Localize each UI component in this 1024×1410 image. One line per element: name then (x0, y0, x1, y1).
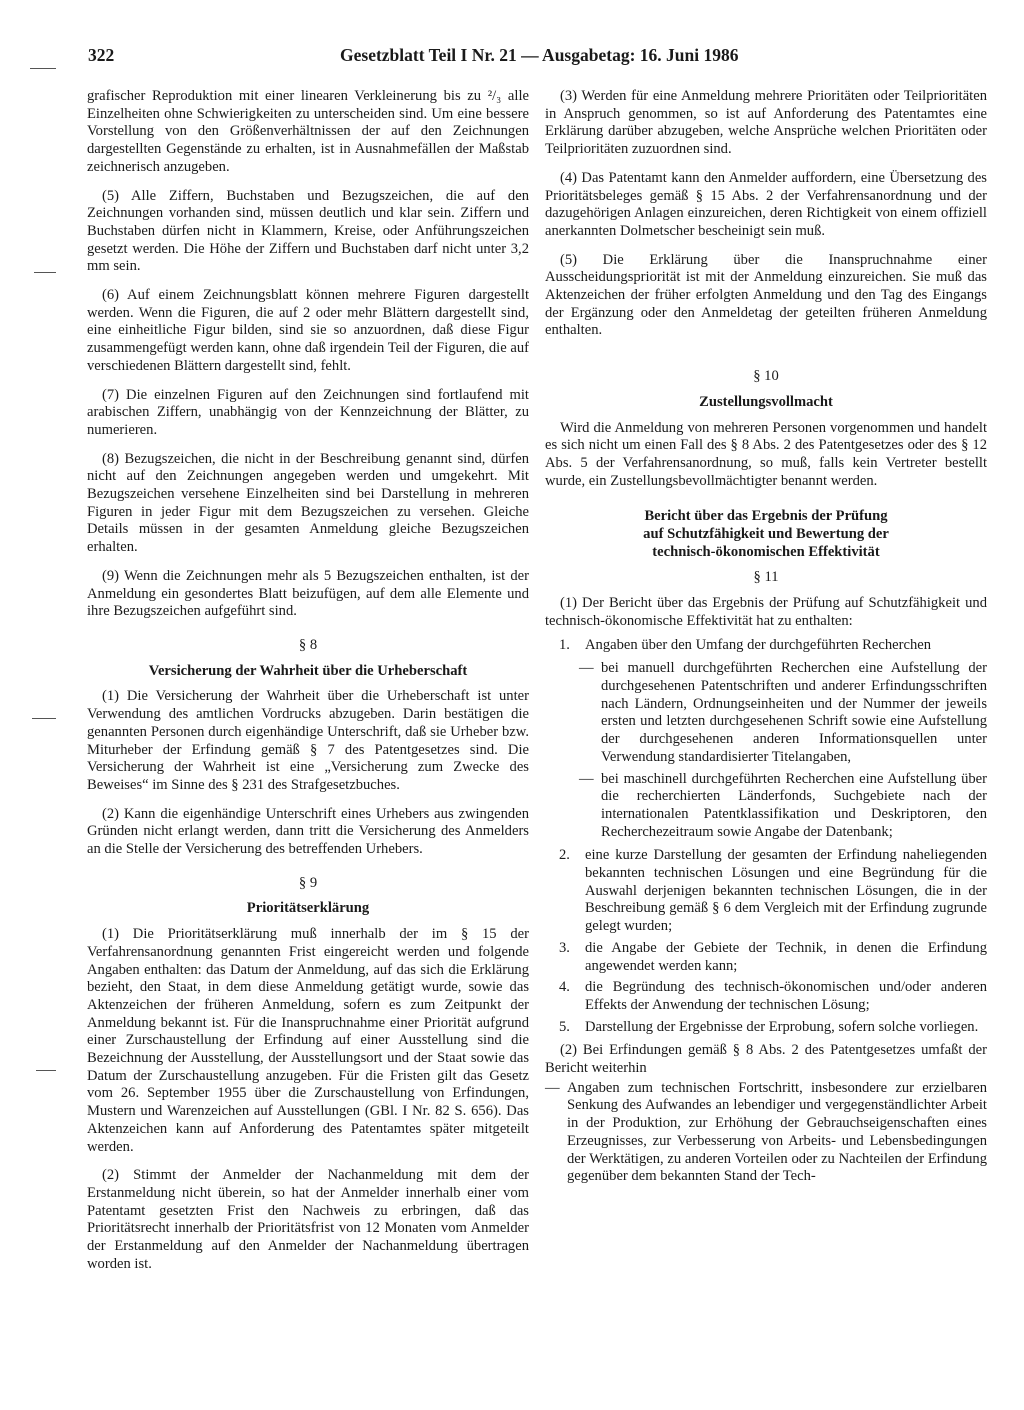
section-number: § 9 (298, 874, 318, 891)
paragraph: (6) Auf einem Zeichnungsblatt können mehrere Figuren dargestellt werden. Wenn die Figuren, die auf 2 oder mehr Blättern dargestellt sind, eine einheitliche Figur bilden, sind sie so anzuordnen, daß diese Figur zusammengefügt werden kann, ohne daß irgendein Teil der Figuren, die auf verschiedenen Blättern dargestellt sind, fehlt. (87, 287, 529, 374)
section-title: Zustellungsvollmacht (699, 393, 833, 410)
page-number: 322 (88, 45, 115, 65)
paragraph: (2) Stimmt der Anmelder der Nachanmeldung mit dem der Erstanmeldung nicht überein, so hat der Anmelder innerhalb einer vom Patentamt gesetzten Frist den Nachweis zu erbringen, daß das Prioritätsrecht innerhalb der Prioritätsfrist von 12 Monaten vom Anmelder der Erstanmeldung auf den Anmelder der Nachanmeldung übertragen worden ist. (87, 1167, 529, 1272)
right-column (545, 88, 987, 1186)
requirements-list (545, 847, 987, 1036)
page-header (88, 45, 988, 71)
paragraph: (4) Das Patentamt kann den Anmelder auffordern, eine Übersetzung des Prioritätsbeleges gemäß § 15 Abs. 2 der Verfahrensanordnung und der dazugehörigen Anlagen einzureichen, deren Richtigkeit von einem offiziell anerkannten Dolmetscher bescheinigt sein muß. (545, 169, 987, 239)
paragraph: (9) Wenn die Zeichnungen mehr als 5 Bezugszeichen enthalten, ist der Anmeldung ein gesondertes Blatt beizufügen, auf dem alle Elemente und ihre Bezugszeichen aufgeführt sind. (87, 567, 529, 620)
margin-mark (30, 68, 56, 69)
paragraph: Wird die Anmeldung von mehreren Personen vorgenommen und handelt es sich nicht um einen Fall des § 8 Abs. 2 des Patentgesetzes oder des § 12 Abs. 5 der Verfahrensanordnung, so muß, falls kein Vertreter bestellt wurde, ein Zustellungsbevollmächtigter benannt werden. (545, 419, 987, 489)
list-item (545, 847, 987, 936)
sub-list-item (545, 660, 987, 766)
requirements-list (545, 637, 987, 655)
paragraph: grafischer Reproduktion mit einer linearen Verkleinerung bis zu ²/₃ alle Einzelheiten ohne Schwierigkeiten zu unterscheiden sind. Um eine bessere Vorstellung von den Größenverhältnissen der auf den Zeichnungen dargestellten Gegenstände zu erhalten, ist in Ausnahmefällen der Maßstab zeichnerisch anzugeben. (87, 88, 529, 175)
list-text: Darstellung der Ergebnisse der Erprobung, sofern solche vorliegen. (585, 1018, 979, 1035)
group-title: auf Schutzfähigkeit und Bewertung der (643, 526, 889, 543)
dash-list-item (545, 1080, 987, 1186)
list-number: 2. (559, 847, 570, 864)
list-number: 3. (559, 939, 570, 956)
list-text: Angaben zum technischen Fortschritt, insbesondere zur erzielbaren Senkung des Aufwandes an lebendiger und vergegenständlichter Arbeit in der Produktion, zur Erhöhung der Gebrauchseigenschaften eines Erzeugnisses, zur Verbesserung von Arbeits- und Lebensbedingungen der Werktätigen, zu anderen Vorteilen oder zu Nachteilen der Erfindung gegenüber dem bekannten Stand der Tech- (567, 1079, 987, 1185)
sub-list-item (545, 771, 987, 842)
section-title: Prioritätserklärung (246, 900, 370, 917)
dash-marker: — (545, 1079, 560, 1096)
dash-list (545, 1080, 987, 1186)
paragraph: (3) Werden für eine Anmeldung mehrere Prioritäten oder Teilprioritäten in Anspruch genommen, so ist auf Anforderung des Patentamtes eine Erklärung darüber abzugeben, welche Ansprüche welchen Prioritäten oder Teilprioritäten zuzuordnen sind. (545, 88, 987, 158)
paragraph: (1) Die Versicherung der Wahrheit über die Urheberschaft ist unter Verwendung des amtlichen Vordrucks abzugeben. Darin bestätigen die genannten Personen durch eigenhändige Unterschrift, daß sie Urheber bzw. Miturheber der Erfindung gemäß § 7 des Patentgesetzes sind. Die Versicherung der Wahrheit ist eine „Versicherung zum Zwecke des Beweises“ im Sinne des § 231 des Strafgesetzbuches. (87, 688, 529, 793)
group-title: Bericht über das Ergebnis der Prüfung (644, 508, 888, 525)
list-text: bei manuell durchgeführten Recherchen eine Aufstellung der durchgesehenen Patentschriften und anderer Erfindungsschriften nach Ländern, Ordnungseinheiten und der Nummer der jeweils ersten und letzten durchgesehenen Schrift sowie eine Aufstellung der durchgesehenen anderen Informationsquellen unter Verwendung standardisierter Titelangaben, (601, 660, 987, 765)
margin-mark (32, 718, 56, 719)
list-text: Angaben über den Umfang der durchgeführten Recherchen (585, 636, 932, 653)
section-number: § 11 (753, 569, 779, 586)
margin-mark (34, 272, 56, 273)
paragraph: (2) Kann die eigenhändige Unterschrift eines Urhebers aus zwingenden Gründen nicht erlangt werden, dann tritt die Versicherung des Anmelders an die Stelle der Versicherung des betreffenden Urhebers. (87, 805, 529, 858)
list-text: eine kurze Darstellung der gesamten der Erfindung naheliegenden bekannten technischen Lösungen und eine Begründung für die Auswahl derjenigen bekannten technischen Lösungen, die in der Beschreibung gemäß § 6 dem Vergleich mit der Erfindung zugrunde gelegt wurden; (585, 847, 987, 935)
list-number: 4. (559, 979, 570, 996)
list-number: 5. (559, 1018, 570, 1035)
left-column (87, 88, 529, 1284)
section-number: § 8 (298, 636, 318, 653)
list-item (545, 979, 987, 1014)
list-item (545, 940, 987, 975)
paragraph: (1) Der Bericht über das Ergebnis der Prüfung auf Schutzfähigkeit und technisch-ökonomische Effektivität hat zu enthalten: (545, 595, 987, 629)
paragraph: (5) Alle Ziffern, Buchstaben und Bezugszeichen, die auf den Zeichnungen vorhanden sind, müssen deutlich und klar sein. Ziffern und Buchstaben dürfen nicht in Klammern, Kreise, oder Anführungszeichen gesetzt werden. Die Höhe der Ziffern und Buchstaben darf nicht unter 3,2 mm sein. (87, 187, 529, 275)
paragraph: (5) Die Erklärung über die Inanspruchnahme einer Ausscheidungspriorität ist mit der Anmeldung einzureichen. Sie muß das Aktenzeichen der früher erfolgten Anmeldung und den Tag des Eingangs der Ergänzung oder den Anmeldetag der geteilten früheren Anmeldung enthalten. (545, 251, 987, 339)
dash-marker: — (579, 770, 594, 787)
paragraph: (8) Bezugszeichen, die nicht in der Beschreibung genannt sind, dürfen nicht auf den Zeichnungen angegeben werden und umgekehrt. Mit Bezugszeichen versehene Einzelheiten sind bei Darstellung in mehreren Figuren in jeder Figur mit dem Bezugszeichen zu versehen. Gleiche Details müssen in der gesamten Anmeldung gleiche Bezugszeichen erhalten. (87, 450, 529, 556)
sub-list (545, 660, 987, 841)
group-title: technisch-ökonomischen Effektivität (652, 543, 880, 560)
list-text: die Begründung des technisch-ökonomischen und/oder anderen Effekts der Anwendung der technischen Lösung; (585, 979, 987, 1013)
paragraph: (1) Die Prioritätserklärung muß innerhalb der im § 15 der Verfahrensanordnung genannten Frist eingereicht werden und folgende Angaben enthalten: das Datum der Anmeldung, auf das sich die Erklärung bezieht, den Staat, in dem diese Anmeldung getätigt wurde, sowie das Aktenzeichen der früheren Anmeldung, sofern es zum Zeitpunkt der Anmeldung bekannt ist. Für die Inanspruchnahme einer Priorität aufgrund einer Zurschaustellung der Erfindung auf einer Ausstellung sind die Bezeichnung der Ausstellung, der Ausstellungsort und der Staat sowie das Datum der Zurschaustellung anzugeben. Für die Fristen gilt das Gesetz vom 26. September 1955 über die Zurschaustellung von Erfindungen, Mustern und Warenzeichen auf Ausstellungen (GBl. I Nr. 82 S. 656). Das Aktenzeichen kann auf Anforderung des Patentamtes später mitgeteilt werden. (87, 926, 529, 1155)
list-text: bei maschinell durchgeführten Recherchen eine Aufstellung über die recherchierten Länderfonds, Suchgebiete nach der internationalen Patentklassifikation und Deskriptoren, den Recherchezeitraum sowie Angabe der Datenbank; (601, 770, 987, 840)
header-title: Gesetzblatt Teil I Nr. 21 — Ausgabetag: 16. Juni 1986 (340, 45, 739, 65)
list-text: die Angabe der Gebiete der Technik, in denen die Erfindung angewendet werden kann; (585, 939, 987, 974)
margin-mark (36, 1070, 56, 1071)
dash-marker: — (579, 660, 594, 677)
paragraph: (7) Die einzelnen Figuren auf den Zeichnungen sind fortlaufend mit arabischen Ziffern, unabhängig von der Kennzeichnung der Blätter, zu numerieren. (87, 386, 529, 438)
section-number: § 10 (753, 368, 779, 385)
list-item (545, 1019, 987, 1037)
list-item (545, 637, 987, 655)
paragraph: (2) Bei Erfindungen gemäß § 8 Abs. 2 des Patentgesetzes umfaßt der Bericht weiterhin (545, 1042, 987, 1077)
section-title: Versicherung der Wahrheit über die Urheberschaft (148, 662, 468, 679)
list-number: 1. (559, 636, 570, 653)
